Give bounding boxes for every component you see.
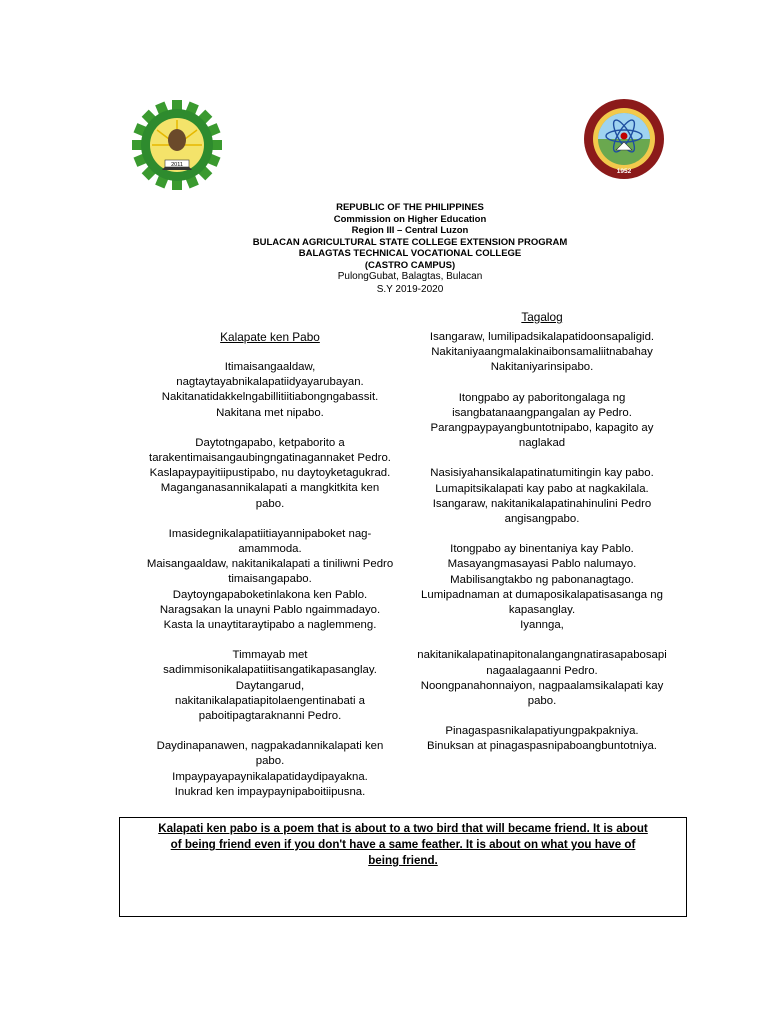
poem-line: timaisangapabo.	[228, 573, 312, 586]
poem-line: Noongpanahonnaiyon, nagpaalamsikalapati kay	[420, 679, 664, 692]
header-campus: (CASTRO CAMPUS)	[364, 259, 456, 271]
poem-stanza	[398, 391, 686, 452]
poem-line: Kasta la unaytitaraytipabo a naglemmeng.	[163, 619, 377, 632]
poem-line: Binuksan at pinagaspasnipaboangbuntotniya.	[427, 740, 657, 753]
poem-line: Nakitanatidakkelngabillitiitiabongngabassit.	[161, 391, 379, 404]
poem-stanza	[110, 360, 430, 421]
poem-line: Lumipadnaman at dumaposikalapatisasanga ng	[421, 588, 663, 601]
poem-line: Inukrad ken impaypaynipaboitiipusna.	[174, 785, 366, 798]
poem-line: Maisangaaldaw, nakitanikalapati a tiniliwni Pedro	[146, 558, 394, 571]
poem-line: tarakentimaisangaubingngatinagannaket Pedro.	[149, 452, 391, 465]
header-region: Region III – Central Luzon	[351, 225, 469, 236]
poem-stanza	[110, 527, 430, 633]
institution-header	[0, 202, 768, 296]
poem-line: Daytoyngapaboketinlakona ken Pablo.	[172, 588, 368, 601]
poem-line: Isangaraw, lumilipadsikalapatidoonsapaligid.	[429, 331, 655, 343]
poem-line: sadimmisonikalapatiitisangatikapasanglay.	[163, 664, 377, 677]
poem-stanza	[398, 542, 686, 709]
gear-seal-icon	[132, 100, 222, 190]
poem-line: Itimaisangaaldaw,	[224, 361, 316, 373]
header-school-year: S.Y 2019-2020	[376, 283, 444, 295]
poem-line: nagaalagaanni Pedro.	[486, 664, 598, 677]
poem-line	[398, 633, 686, 648]
poem-line: Lumapitsikalapati kay pabo at nagkakilala.	[435, 482, 649, 495]
poem-stanza	[398, 466, 686, 527]
poem-stanza	[398, 724, 686, 754]
poem-line: amammoda.	[238, 543, 302, 556]
header-republic: REPUBLIC OF THE PHILIPPINES	[336, 202, 484, 213]
poem-line: Iyannga,	[520, 619, 564, 632]
poem-stanza	[110, 739, 430, 800]
poem-line: Nakitaniyaangmalakinaibonsamaliitnabahay	[431, 346, 653, 359]
poem-line: Daydinapanawen, nagpakadannikalapati ken	[156, 740, 384, 753]
poem-line: Naragsakan la unayni Pablo ngaimmadayo.	[159, 603, 381, 616]
technical-vocational-seal-logo	[132, 100, 222, 190]
ilocano-poem-title: Kalapate ken Pabo	[220, 330, 320, 344]
poem-stanza	[110, 648, 430, 724]
poem-summary-box	[119, 817, 687, 917]
poem-line: Masayangmasayasi Pablo nalumayo.	[447, 558, 637, 571]
header-commission: Commission on Higher Education	[333, 213, 487, 225]
left-logo-year: 2011	[171, 162, 183, 168]
atom-seal-icon	[583, 98, 665, 180]
poem-line: Parangpaypayangbuntotnipabo, kapagito ay	[430, 422, 654, 435]
ilocano-poem-column	[110, 330, 430, 800]
poem-line: Itongpabo ay binentaniya kay Pablo.	[450, 543, 634, 556]
poem-line: nagtaytayabnikalapatiidyayarubayan.	[176, 376, 364, 389]
header-college-program: BULACAN AGRICULTURAL STATE COLLEGE EXTENSION PROGRAM	[252, 236, 568, 248]
tagalog-poem-title: Tagalog	[521, 310, 563, 324]
poem-line: Impaypayapaynikalapatidaydipayakna.	[172, 770, 368, 783]
poem-line: Pinagaspasnikalapatiyungpakpakniya.	[445, 725, 639, 738]
poem-line: naglakad	[518, 437, 566, 450]
poem-line: Imasidegnikalapatiitiayannipaboket nag-	[168, 527, 372, 540]
poem-line: Kaslapaypayitiipustipabo, nu daytoyketagukrad.	[149, 467, 391, 480]
poem-line: paboitipagtaraknanni Pedro.	[198, 710, 342, 723]
summary-line: Kalapati ken pabo is a poem that is about to a two bird that will became friend. It is about	[158, 822, 648, 835]
poem-line: nakitanikalapatiapitolaengentinabati a	[175, 694, 365, 707]
poem-line: Daytangarud,	[235, 679, 305, 692]
tagalog-poem-column	[398, 310, 686, 755]
poem-line: Timmayab met	[232, 649, 308, 662]
poem-line: angisangpabo.	[504, 513, 580, 526]
poem-line: pabo.	[255, 497, 285, 510]
summary-line: being friend.	[368, 854, 438, 867]
poem-line: Maganganasannikalapati a mangkitkita ken	[160, 482, 380, 495]
right-logo-year: 1952	[616, 168, 632, 175]
header-address: PulongGubat, Balagtas, Bulacan	[337, 271, 483, 282]
poem-line: Nakitana met nipabo.	[216, 406, 324, 419]
poem-line: Itongpabo ay paboritongalaga ng	[458, 391, 626, 404]
header-vocational-college: BALAGTAS TECHNICAL VOCATIONAL COLLEGE	[298, 248, 522, 259]
bulacan-agricultural-state-college-seal-logo	[583, 98, 665, 180]
poem-stanza	[398, 330, 686, 376]
poem-line: Mabilisangtakbo ng pabonanagtago.	[450, 573, 634, 586]
poem-line: pabo.	[527, 695, 557, 708]
poem-line: isangbatanaangpangalan ay Pedro.	[452, 406, 632, 419]
poem-line: kapasanglay.	[508, 604, 576, 617]
summary-line: of being friend even if you don't have a same feather. It is about on what you have of	[170, 838, 636, 851]
poem-stanza	[110, 436, 430, 512]
poem-line: Daytotngapabo, ketpaborito a	[195, 436, 345, 449]
poem-line: pabo.	[255, 755, 285, 768]
poem-line: Nakitaniyarinsipabo.	[490, 361, 594, 374]
poem-line: Nasisiyahansikalapatinatumitingin kay pabo.	[430, 467, 654, 480]
poem-line: Isangaraw, nakitanikalapatinahinulini Pedro	[432, 497, 652, 510]
poem-line: nakitanikalapatinapitonalangangnatirasapabosapi	[417, 649, 667, 662]
